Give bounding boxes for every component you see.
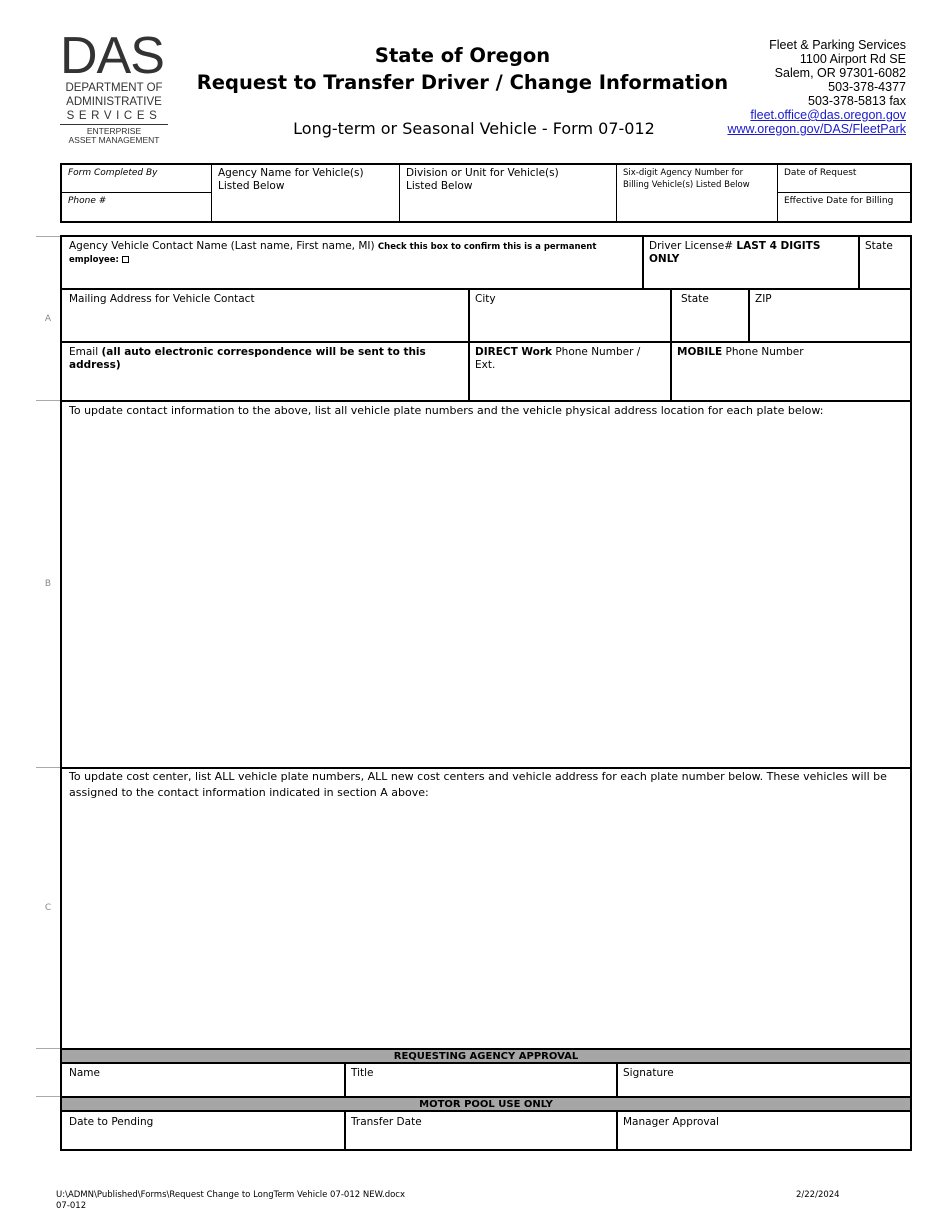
approval-title-label: Title	[351, 1067, 374, 1079]
section-c-label: C	[44, 903, 52, 913]
contact-name-label: Agency Vehicle Contact Name (Last name, First name, MI)	[69, 240, 375, 252]
logo-line-4: ENTERPRISE	[86, 126, 142, 136]
section-c-instructions: To update cost center, list ALL vehicle plate numbers, ALL new cost centers and vehicle address for each plate number below. These vehicles will be assigned to the contact information indicated in section A above:	[69, 770, 887, 799]
driver-license-label: Driver License#	[649, 240, 734, 252]
section-divider	[36, 236, 60, 237]
contact-name-field[interactable]	[62, 237, 644, 290]
address-fax: 503-378-5813 fax	[808, 94, 906, 108]
footer-form-number: 07-012	[56, 1201, 87, 1211]
mailing-state-label: State	[681, 293, 709, 305]
date-to-pending-label: Date to Pending	[69, 1116, 154, 1128]
approval-signature-label: Signature	[623, 1067, 674, 1079]
agency-name-field[interactable]	[211, 164, 400, 221]
work-phone-field[interactable]	[468, 343, 672, 402]
agency-name-label: Agency Name for Vehicle(s) Listed Below	[218, 167, 364, 192]
city-field[interactable]	[468, 290, 672, 343]
footer-file-path: U:\ADMN\Published\Forms\Request Change to LongTerm Vehicle 07-012 NEW.docx	[56, 1190, 406, 1200]
driver-license-hint: LAST 4 DIGITS ONLY	[649, 240, 821, 265]
section-b-instructions: To update contact information to the above, list all vehicle plate numbers and the vehicle physical address location for each plate below:	[69, 404, 824, 417]
transfer-date-field[interactable]	[344, 1112, 618, 1149]
requesting-agency-approval-header: REQUESTING AGENCY APPROVAL	[60, 1048, 912, 1064]
license-state-label: State	[865, 240, 893, 252]
transfer-date-label: Transfer Date	[351, 1116, 422, 1128]
plate-address-area[interactable]	[62, 402, 910, 769]
work-phone-label: Phone Number / Ext.	[475, 346, 641, 371]
effective-date-field[interactable]	[777, 192, 910, 221]
address-street: 1100 Airport Rd SE	[799, 52, 906, 66]
form-title: Request to Transfer Driver / Change Information	[196, 71, 729, 94]
effective-date-label: Effective Date for Billing	[784, 196, 894, 206]
division-field[interactable]	[399, 164, 617, 221]
permanent-employee-checkbox[interactable]	[122, 256, 129, 263]
agency-number-field[interactable]	[616, 164, 778, 221]
agency-number-label: Six-digit Agency Number for Billing Vehicle(s) Listed Below	[623, 168, 750, 190]
approval-title-field[interactable]	[344, 1064, 618, 1098]
approval-signature-field[interactable]	[616, 1064, 910, 1098]
date-of-request-label: Date of Request	[784, 168, 857, 178]
license-state-field[interactable]	[858, 237, 910, 290]
division-label: Division or Unit for Vehicle(s) Listed Below	[406, 167, 559, 192]
email-note: (all auto electronic correspondence will be sent to this address)	[69, 346, 426, 371]
section-divider	[36, 767, 60, 768]
form-subtitle: Long-term or Seasonal Vehicle - Form 07-012	[293, 119, 655, 138]
email-link[interactable]: fleet.office@das.oregon.gov	[750, 108, 906, 122]
mailing-address-label: Mailing Address for Vehicle Contact	[69, 293, 255, 305]
approval-name-field[interactable]	[62, 1064, 346, 1098]
form-completed-by-label: Form Completed By	[68, 168, 158, 178]
cost-center-area[interactable]	[62, 769, 910, 1050]
address-phone: 503-378-4377	[828, 80, 906, 94]
mailing-state-field[interactable]	[670, 290, 750, 343]
motor-pool-header: MOTOR POOL USE ONLY	[60, 1096, 912, 1112]
manager-approval-label: Manager Approval	[623, 1116, 719, 1128]
das-logo-text: DAS	[60, 27, 164, 85]
date-of-request-field[interactable]	[777, 164, 910, 193]
date-to-pending-field[interactable]	[62, 1112, 346, 1149]
permanent-employee-label: Check this box to confirm this is a permanent employee:	[69, 242, 597, 265]
email-label: Email	[69, 346, 99, 358]
approval-name-label: Name	[69, 1067, 100, 1079]
phone-field[interactable]	[61, 192, 212, 221]
page-title: State of Oregon	[374, 44, 551, 67]
logo-line-1: DEPARTMENT OF	[65, 82, 163, 94]
section-b-label: B	[44, 579, 52, 589]
mobile-phone-field[interactable]	[670, 343, 910, 402]
footer-date: 2/22/2024	[796, 1190, 840, 1200]
logo-line-2: ADMINISTRATIVE	[66, 96, 162, 108]
driver-license-field[interactable]	[642, 237, 860, 290]
address-city: Salem, OR 97301-6082	[774, 66, 906, 80]
mobile-label: Phone Number	[725, 346, 804, 358]
phone-label: Phone #	[68, 196, 107, 206]
form-completed-by-field[interactable]	[61, 164, 212, 193]
mailing-address-field[interactable]	[62, 290, 470, 343]
logo-divider	[60, 124, 168, 125]
section-divider	[36, 1048, 60, 1049]
logo-line-5: ASSET MANAGEMENT	[68, 135, 160, 145]
section-divider	[36, 1096, 60, 1097]
manager-approval-field[interactable]	[616, 1112, 910, 1149]
work-phone-label-bold: DIRECT Work	[475, 346, 552, 358]
section-divider	[36, 400, 60, 401]
city-label: City	[475, 293, 496, 305]
email-field[interactable]	[62, 343, 470, 402]
website-link[interactable]: www.oregon.gov/DAS/FleetPark	[727, 122, 906, 136]
address-org: Fleet & Parking Services	[769, 38, 906, 52]
section-a-label: A	[44, 314, 52, 324]
zip-label: ZIP	[755, 293, 772, 305]
zip-field[interactable]	[748, 290, 910, 343]
mobile-label-bold: MOBILE	[677, 346, 723, 358]
logo-line-3: SERVICES	[66, 110, 162, 122]
